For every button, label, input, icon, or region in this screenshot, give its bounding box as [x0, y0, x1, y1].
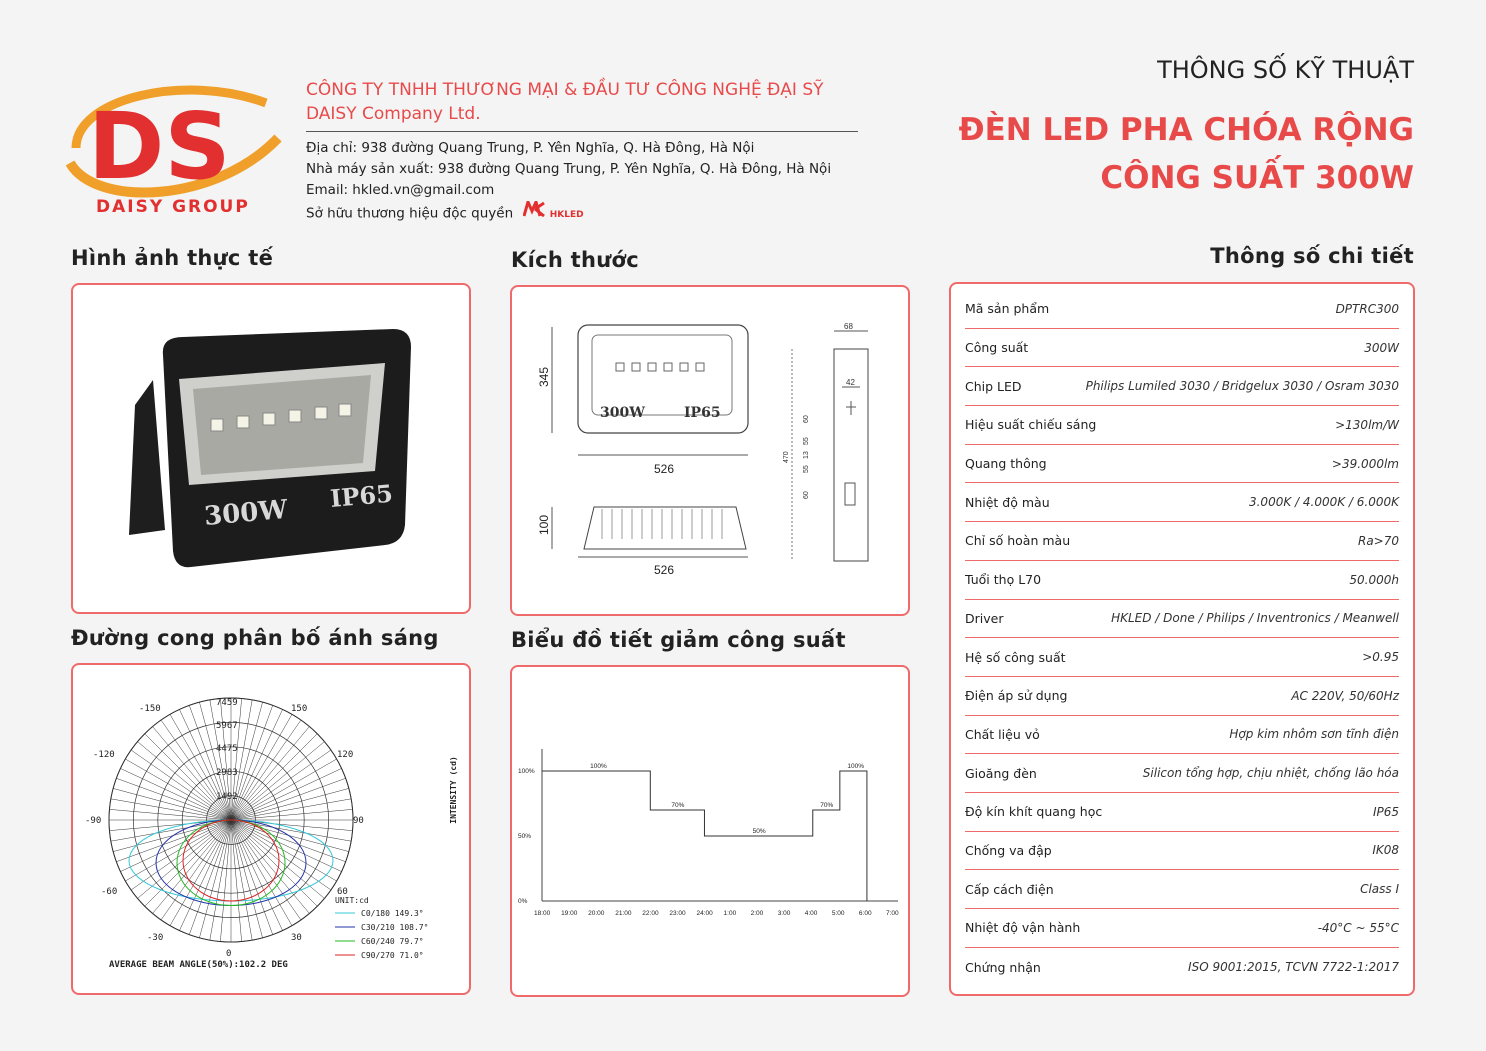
- dimming-chart-box: [510, 665, 910, 997]
- spec-value: Silicon tổng hợp, chịu nhiệt, chống lão hóa: [1142, 766, 1399, 781]
- logo-mark: DS: [88, 93, 231, 200]
- spec-value: 50.000h: [1349, 572, 1399, 587]
- spec-row: [965, 677, 1399, 716]
- spec-value: >130lm/W: [1335, 417, 1399, 432]
- x-tick-label: 4:00: [804, 910, 818, 917]
- angle-label: 30: [291, 933, 302, 943]
- spec-key: Chỉ số hoàn màu: [965, 533, 1071, 549]
- logo-subtitle: DAISY GROUP: [96, 197, 250, 217]
- spec-key: Driver: [965, 610, 1004, 626]
- drawing-ip-label: IP65: [684, 405, 721, 421]
- company-brand: [306, 201, 858, 226]
- section-light-curve-title: Đường cong phân bố ánh sáng: [71, 626, 439, 650]
- legend-item: C30/210 108.7°: [361, 923, 429, 932]
- spec-value: Hợp kim nhôm sơn tĩnh điện: [1229, 727, 1399, 742]
- company-factory: Nhà máy sản xuất: 938 đường Quang Trung, P. Yên Nghĩa, Q. Hà Đông, Hà Nội: [306, 161, 832, 177]
- spec-row: [965, 290, 1399, 329]
- floodlight-photo: [73, 285, 469, 612]
- company-address: Địa chỉ: 938 đường Quang Trung, P. Yên Nghĩa, Q. Hà Đông, Hà Nội: [306, 140, 755, 156]
- x-tick-label: 22:00: [642, 910, 659, 917]
- x-tick-label: 6:00: [858, 910, 872, 917]
- step-label: 50%: [752, 828, 766, 835]
- spec-value: Class I: [1360, 882, 1399, 897]
- side-height-label: 100: [537, 514, 551, 535]
- hkled-text: HKLED: [549, 210, 584, 220]
- spec-key: Nhiệt độ vận hành: [965, 920, 1081, 936]
- y-tick-label: 0%: [518, 898, 528, 905]
- x-tick-label: 7:00: [886, 910, 899, 917]
- product-photo-box: [71, 283, 471, 614]
- product-title-line1: ĐÈN LED PHA CHÓA RỘNG: [958, 112, 1414, 148]
- spec-key: Điện áp sử dụng: [965, 688, 1068, 704]
- x-tick-label: 18:00: [534, 910, 551, 917]
- step-label: 100%: [590, 763, 607, 770]
- polar-diagram: [73, 665, 469, 993]
- spec-key: Chất liệu vỏ: [965, 726, 1040, 742]
- spec-row: [965, 832, 1399, 871]
- angle-label: -90: [85, 816, 102, 826]
- ring-label: 4475: [216, 744, 238, 754]
- spec-value: IP65: [1372, 804, 1399, 819]
- angle-label: 0: [226, 949, 232, 959]
- drawing-power-label: 300W: [600, 405, 645, 421]
- section-photo-title: Hình ảnh thực tế: [71, 246, 274, 270]
- company-email: Email: hkled.vn@gmail.com: [306, 182, 495, 198]
- step-label: 100%: [847, 763, 865, 770]
- angle-label: 120: [337, 750, 354, 760]
- angle-label: 60: [337, 887, 348, 897]
- section-details-title: Thông số chi tiết: [1210, 244, 1414, 268]
- step-label: 70%: [671, 802, 685, 809]
- x-tick-label: 19:00: [561, 910, 578, 917]
- spec-row: [965, 367, 1399, 406]
- front-width-label: 526: [654, 462, 675, 476]
- x-tick-label: 3:00: [777, 910, 791, 917]
- bracket-seg-5: 60: [803, 491, 810, 499]
- photo-ip-label: IP65: [328, 478, 394, 513]
- beam-angle-label: AVERAGE BEAM ANGLE(50%):102.2 DEG: [109, 960, 288, 970]
- x-tick-label: 24:00: [696, 910, 713, 917]
- photo-power-label: 300W: [202, 494, 289, 532]
- spec-key: Độ kín khít quang học: [965, 804, 1103, 820]
- spec-row: [965, 600, 1399, 639]
- spec-key: Chống va đập: [965, 842, 1052, 858]
- spec-value: 3.000K / 4.000K / 6.000K: [1248, 495, 1399, 510]
- unit-label: UNIT:cd: [335, 896, 369, 905]
- x-tick-label: 2:00: [750, 910, 764, 917]
- spec-row: [965, 406, 1399, 445]
- spec-key: Mã sản phẩm: [965, 301, 1050, 317]
- spec-value: HKLED / Done / Philips / Inventronics / Meanwell: [1111, 611, 1399, 626]
- company-logo: [66, 78, 284, 218]
- angle-label: 90: [353, 816, 364, 826]
- ring-label: 5967: [216, 721, 238, 731]
- bracket-inner-label: 42: [846, 378, 855, 387]
- spec-row: [965, 522, 1399, 561]
- section-dimensions-title: Kích thước: [511, 248, 639, 272]
- dimensions-box: [510, 285, 910, 616]
- angle-label: -60: [101, 887, 118, 897]
- spec-key: Nhiệt độ màu: [965, 494, 1050, 510]
- spec-title: THÔNG SỐ KỸ THUẬT: [1157, 56, 1414, 84]
- spec-key: Gioăng đèn: [965, 765, 1037, 781]
- bracket-seg-1: 60: [803, 415, 810, 423]
- hkled-logo: [523, 201, 583, 226]
- legend-item: C90/270 71.0°: [361, 951, 424, 960]
- ring-label: 7459: [216, 698, 238, 708]
- spec-value: ISO 9001:2015, TCVN 7722-1:2017: [1188, 960, 1399, 975]
- spec-row: [965, 329, 1399, 368]
- angle-label: -150: [139, 704, 161, 714]
- ring-label: 2983: [216, 768, 238, 778]
- polar-curve-box: [71, 663, 471, 995]
- y-tick-label: 50%: [518, 833, 532, 840]
- spec-row: [965, 638, 1399, 677]
- spec-table: [949, 282, 1415, 996]
- spec-key: Quang thông: [965, 456, 1047, 472]
- spec-value: IK08: [1372, 843, 1399, 858]
- bracket-seg-2: 55: [803, 437, 810, 445]
- spec-row: [965, 948, 1399, 987]
- x-tick-label: 1:00: [723, 910, 737, 917]
- spec-value: Ra>70: [1357, 533, 1399, 548]
- product-title: [959, 106, 1414, 202]
- y-tick-label: 100%: [518, 768, 535, 775]
- dimming-line: [542, 771, 867, 901]
- spec-value: >0.95: [1362, 650, 1399, 665]
- spec-row: [965, 909, 1399, 948]
- company-info: [306, 78, 858, 226]
- dimension-drawing: [512, 287, 908, 614]
- spec-key: Chip LED: [965, 378, 1022, 394]
- spec-value: Philips Lumiled 3030 / Bridgelux 3030 / Osram 3030: [1085, 379, 1399, 394]
- bracket-height-label: 470: [783, 451, 790, 463]
- side-width-label: 526: [654, 563, 675, 577]
- spec-row: [965, 754, 1399, 793]
- bracket-seg-3: 13: [803, 451, 810, 459]
- spec-row: [965, 716, 1399, 755]
- spec-key: Cấp cách điện: [965, 881, 1054, 897]
- company-name-vi: CÔNG TY TNHH THƯƠNG MẠI & ĐẦU TƯ CÔNG NGHỆ ĐẠI SỸ: [306, 80, 824, 100]
- spec-row: [965, 793, 1399, 832]
- spec-value: 300W: [1364, 340, 1399, 355]
- brand-label: Sở hữu thương hiệu độc quyền: [306, 205, 514, 222]
- divider: [306, 131, 858, 132]
- legend-item: C60/240 79.7°: [361, 937, 424, 946]
- spec-value: -40°C ~ 55°C: [1317, 920, 1399, 935]
- angle-label: -30: [147, 933, 164, 943]
- section-dimming-title: Biểu đồ tiết giảm công suất: [511, 628, 846, 652]
- spec-value: DPTRC300: [1335, 301, 1399, 316]
- legend-item: C0/180 149.3°: [361, 909, 424, 918]
- bracket-width-label: 68: [844, 322, 853, 331]
- spec-row: [965, 870, 1399, 909]
- product-title-line2: CÔNG SUẤT 300W: [1100, 160, 1414, 196]
- dimming-chart: [512, 667, 908, 995]
- spec-key: Hệ số công suất: [965, 649, 1066, 665]
- spec-key: Tuổi thọ L70: [965, 572, 1042, 588]
- intensity-axis-label: INTENSITY (cd): [449, 756, 458, 824]
- x-tick-label: 21:00: [615, 910, 632, 917]
- spec-key: Hiệu suất chiếu sáng: [965, 417, 1097, 433]
- x-tick-label: 5:00: [831, 910, 845, 917]
- x-tick-label: 20:00: [588, 910, 605, 917]
- spec-value: >39.000lm: [1331, 456, 1399, 471]
- spec-key: Công suất: [965, 340, 1029, 356]
- ring-label: 1492: [216, 792, 238, 802]
- angle-label: 150: [291, 704, 308, 714]
- spec-row: [965, 445, 1399, 484]
- bracket-seg-4: 55: [803, 465, 810, 473]
- spec-row: [965, 561, 1399, 600]
- x-tick-label: 23:00: [669, 910, 686, 917]
- front-height-label: 345: [537, 366, 551, 387]
- company-name-en: DAISY Company Ltd.: [306, 104, 481, 124]
- spec-value: AC 220V, 50/60Hz: [1291, 688, 1399, 703]
- angle-label: -120: [93, 750, 115, 760]
- step-label: 70%: [820, 802, 834, 809]
- spec-row: [965, 483, 1399, 522]
- spec-key: Chứng nhận: [965, 959, 1041, 975]
